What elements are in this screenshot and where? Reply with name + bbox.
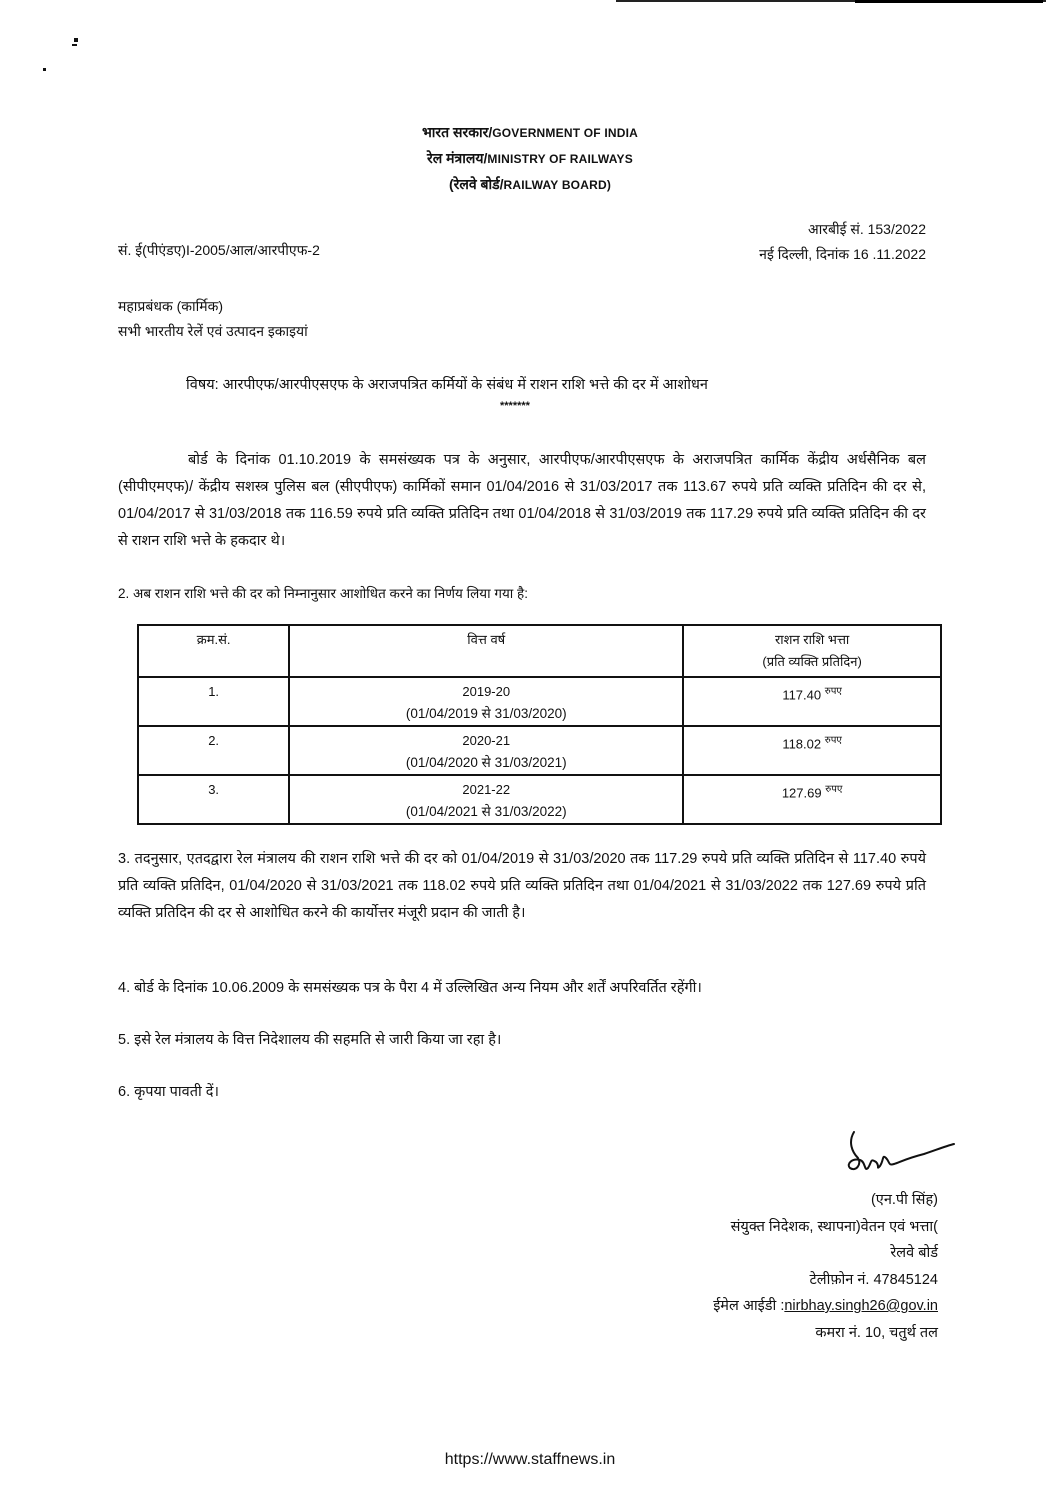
signatory-block <box>713 1187 938 1346</box>
cell-serial-no: 3. <box>138 775 289 824</box>
rupee-unit: रुपए <box>825 784 843 795</box>
place-date: नई दिल्ली, दिनांक 16 .11.2022 <box>759 246 926 262</box>
addressee-line-1: महाप्रबंधक (कार्मिक) <box>118 298 224 314</box>
handwritten-signature-icon <box>846 1128 956 1180</box>
paragraph-1: बोर्ड के दिनांक 01.10.2019 के समसंख्यक पत्र के अनुसार, आरपीएफ/आरपीएसएफ के अराजपत्रित कार्मिक केंद्रीय अर्धसैनिक बल (सीपीएमएफ)/ केंद्रीय सशस्त्र पुलिस बल (सीएपीएफ) कार्मिकों समान 01/04/2016 से 31/03/2017 तक 113.67 रुपये प्रति व्यक्ति प्रतिदिन की दर से, 01/04/2017 से 31/03/2018 तक 116.59 रुपये प्रति व्यक्ति प्रतिदिन तथा 01/04/2018 से 31/03/2019 तक 117.29 रुपये प्रति व्यक्ति प्रतिदिन की दर से राशन राशि भत्ते के हकदार थे। <box>118 452 926 549</box>
scan-speck <box>72 44 77 46</box>
signatory-email-row: ईमेल आईडी :nirbhay.singh26@gov.in <box>713 1298 938 1314</box>
file-number: सं. ई(पीएंडए)I-2005/आल/आरपीएफ-2 <box>118 242 320 258</box>
signatory-name: (एन.पी सिंह) <box>870 1192 938 1208</box>
rupee-unit: रुपए <box>824 686 842 697</box>
table-row <box>138 775 941 824</box>
scan-speck <box>43 68 46 71</box>
cell-financial-year: 2019-20 (01/04/2019 से 31/03/2020) <box>289 677 683 726</box>
reference-block <box>759 217 926 267</box>
paragraph-2: 2. अब राशन राशि भत्ते की दर को निम्नानुसार आशोधित करने का निर्णय लिया गया है: <box>118 586 528 601</box>
signatory-phone: टेलीफ़ोन नं. 47845124 <box>809 1271 938 1288</box>
addressee <box>118 294 308 344</box>
cell-financial-year: 2020-21 (01/04/2020 से 31/03/2021) <box>289 726 683 775</box>
signatory-room: कमरा नं. 10, चतुर्थ तल <box>815 1324 938 1341</box>
letterhead-line-government: भारत सरकार/GOVERNMENT OF INDIA <box>421 124 639 140</box>
table-header-row <box>138 625 941 677</box>
cell-allowance-amount: 118.02 $^{रुपए}$ <box>683 726 941 775</box>
cell-allowance-amount: 117.40 $^{रुपए}$ <box>683 677 941 726</box>
addressee-line-2: सभी भारतीय रेलें एवं उत्पादन इकाइयां <box>118 323 308 339</box>
scan-speck <box>74 38 78 42</box>
signatory-office: रेलवे बोर्ड <box>890 1245 938 1261</box>
paragraph-5: 5. इसे रेल मंत्रालय के वित्त निदेशालय की सहमति से जारी किया जा रहा है। <box>118 1032 502 1048</box>
cell-serial-no: 1. <box>138 677 289 726</box>
table-row <box>138 726 941 775</box>
header-allowance: राशन राशि भत्ता (प्रति व्यक्ति प्रतिदिन) <box>683 625 941 677</box>
cell-financial-year: 2021-22 (01/04/2021 से 31/03/2022) <box>289 775 683 824</box>
paragraph-4: 4. बोर्ड के दिनांक 10.06.2009 के समसंख्यक पत्र के पैरा 4 में उल्लिखित अन्य नियम और शर्तें अपरिवर्तित रहेंगी। <box>118 980 702 996</box>
cell-serial-no: 2. <box>138 726 289 775</box>
subject-line: विषय: आरपीएफ/आरपीएसएफ के अराजपत्रित कर्मियों के संबंध में राशन राशि भत्ते की दर में आशोधन <box>186 377 708 393</box>
letterhead-line-board: (रेलवे बोर्ड/RAILWAY BOARD) <box>448 176 612 192</box>
footer-source-url[interactable]: https://www.staffnews.in <box>444 1451 616 1468</box>
letterhead-line-ministry: रेल मंत्रालय/MINISTRY OF RAILWAYS <box>427 150 633 166</box>
email-link[interactable]: nirbhay.singh26@gov.in <box>784 1298 938 1314</box>
paragraph-3: 3. तदनुसार, एतदद्वारा रेल मंत्रालय की राशन राशि भत्ते की दर को 01/04/2019 से 31/03/2020 तक 117.29 रुपये प्रति व्यक्ति प्रतिदिन से 117.40 रुपये प्रति व्यक्ति प्रतिदिन, 01/04/2020 से 31/03/2021 तक 118.02 रुपये प्रति व्यक्ति प्रतिदिन तथा 01/04/2021 से 31/03/2022 तक 127.69 रुपये प्रति व्यक्ति प्रतिदिन की दर से आशोधित करने की कार्योत्तर मंजूरी प्रदान की जाती है। <box>118 851 926 921</box>
signatory-designation: संयुक्त निदेशक, स्थापना)वेतन एवं भत्ता( <box>730 1218 938 1235</box>
header-financial-year: वित्त वर्ष <box>289 625 683 677</box>
paragraph-6: 6. कृपया पावती दें। <box>118 1084 219 1100</box>
header-serial-no: क्रम.सं. <box>138 625 289 677</box>
letterhead <box>330 120 730 198</box>
ration-allowance-table <box>137 624 942 825</box>
table-row <box>138 677 941 726</box>
cell-allowance-amount: 127.69 $^{रुपए}$ <box>683 775 941 824</box>
scan-edge-line-thick <box>855 0 1043 3</box>
subject-separator: ******* <box>500 400 530 412</box>
rbe-number: आरबीई सं. 153/2022 <box>807 221 926 237</box>
rupee-unit: रुपए <box>824 735 842 746</box>
